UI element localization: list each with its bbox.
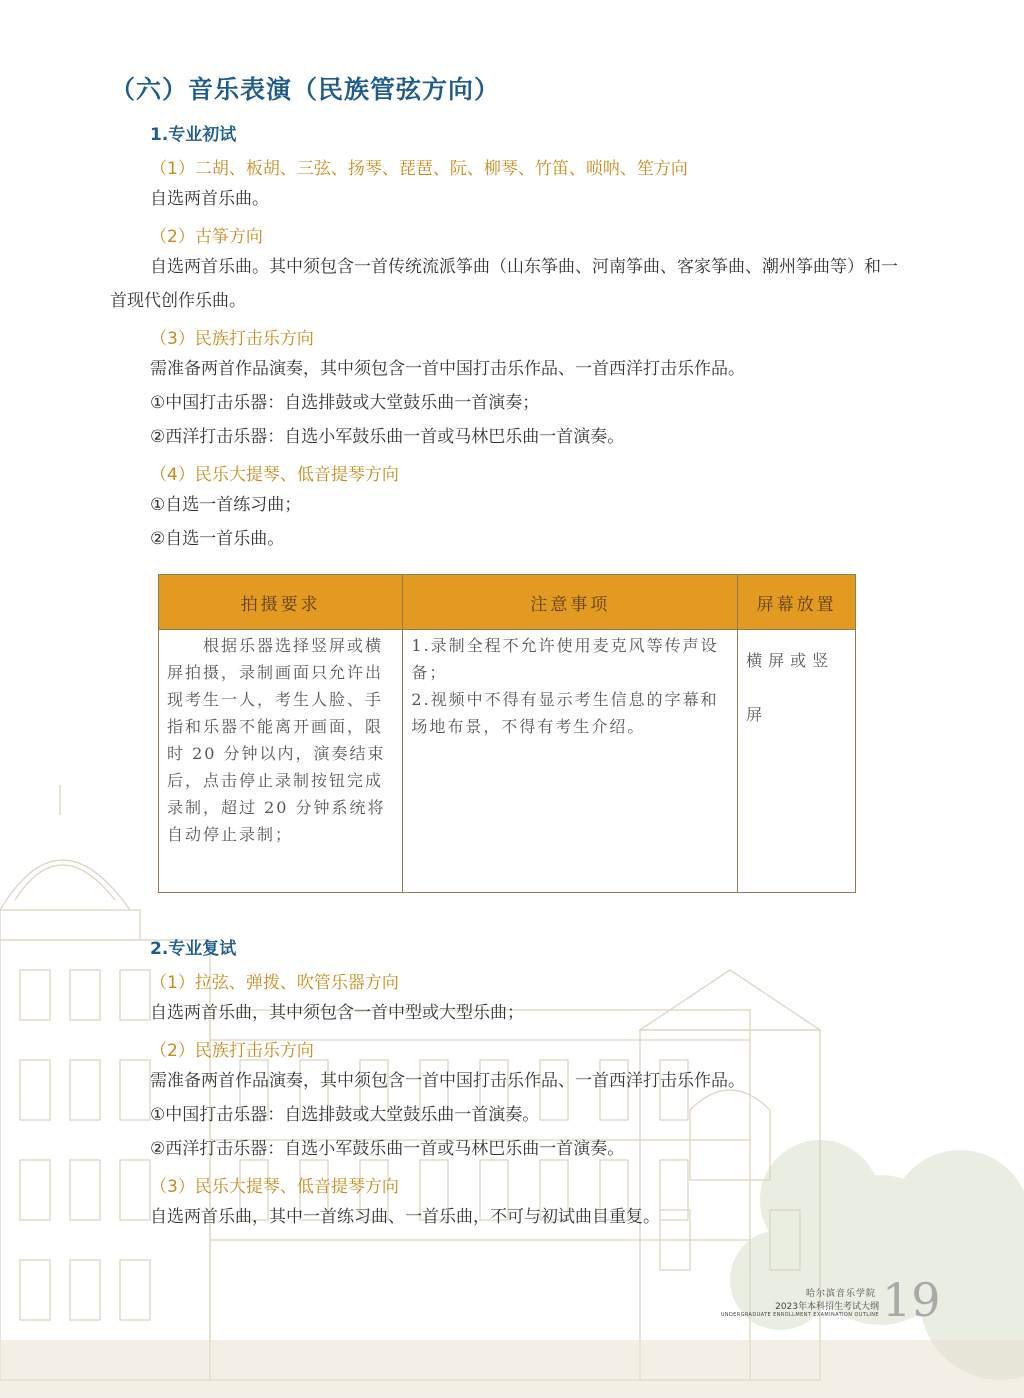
filming-requirements-text: 根据乐器选择竖屏或横屏拍摄，录制画面只允许出现考生一人，考生人脸、手指和乐器不能离开画面，限时 20 分钟以内，演奏结束后，点击停止录制按钮完成录制，超过 20 分钟系统将自动停止录制； xyxy=(167,636,386,844)
page-number: 19 xyxy=(882,1273,941,1327)
screen-orientation-text: 横屏或竖屏 xyxy=(746,651,835,724)
prelim-item3-line3: ②西洋打击乐器：自选小军鼓乐曲一首或马林巴乐曲一首演奏。 xyxy=(150,427,625,447)
prelim-item4-line1: ①自选一首练习曲； xyxy=(150,495,302,515)
prelim-item4-heading: （4）民乐大提琴、低音提琴方向 xyxy=(150,465,399,485)
retest-item3-text: 自选两首乐曲，其中一首练习曲、一首乐曲，不可与初试曲目重复。 xyxy=(150,1207,660,1227)
retest-item1-text: 自选两首乐曲，其中须包含一首中型或大型乐曲； xyxy=(150,1003,524,1023)
table-cell-screen xyxy=(738,630,856,893)
footer-english-title: UNDERGRADUATE ENROLLMENT EXAMINATION OUTLINE xyxy=(720,1312,879,1318)
retest-heading: 2.专业复试 xyxy=(150,939,237,959)
table-cell-notes xyxy=(403,630,738,893)
filming-requirements-table xyxy=(158,574,856,893)
prelim-heading: 1.专业初试 xyxy=(150,125,237,145)
section-title: （六）音乐表演（民族管弦方向） xyxy=(110,75,501,104)
table-header-row xyxy=(159,575,856,630)
prelim-item3-heading: （3）民族打击乐方向 xyxy=(150,329,314,349)
notes-text: 1.录制全程不允许使用麦克风等传声设备； 2.视频中不得有显示考生信息的字幕和场地布景，不得有考生介绍。 xyxy=(411,636,719,736)
table-cell-filming xyxy=(159,630,403,893)
prelim-item2-heading: （2）古筝方向 xyxy=(150,227,263,247)
retest-item2-line2: ①中国打击乐器：自选排鼓或大堂鼓乐曲一首演奏。 xyxy=(150,1105,540,1125)
table-header-notes: 注意事项 xyxy=(403,575,738,630)
retest-item1-heading: （1）拉弦、弹拨、吹管乐器方向 xyxy=(150,973,399,993)
prelim-item3-line2: ①中国打击乐器：自选排鼓或大堂鼓乐曲一首演奏； xyxy=(150,393,540,413)
prelim-item3-line1: 需准备两首作品演奏，其中须包含一首中国打击乐作品、一首西洋打击乐作品。 xyxy=(150,359,745,379)
retest-item2-heading: （2）民族打击乐方向 xyxy=(150,1041,314,1061)
prelim-item1-text: 自选两首乐曲。 xyxy=(150,189,269,209)
footer-outline-title: 2023年本科招生考试大纲 xyxy=(775,1302,879,1312)
retest-item3-heading: （3）民乐大提琴、低音提琴方向 xyxy=(150,1177,399,1197)
prelim-item1-heading: （1）二胡、板胡、三弦、扬琴、琵琶、阮、柳琴、竹笛、唢呐、笙方向 xyxy=(150,159,688,179)
retest-item2-line3: ②西洋打击乐器：自选小军鼓乐曲一首或马林巴乐曲一首演奏。 xyxy=(150,1139,625,1159)
prelim-item4-line2: ②自选一首乐曲。 xyxy=(150,529,285,549)
footer-school-name: 哈尔滨音乐学院 xyxy=(805,1289,876,1299)
retest-item2-line1: 需准备两首作品演奏，其中须包含一首中国打击乐作品、一首西洋打击乐作品。 xyxy=(150,1071,745,1091)
table-header-filming: 拍摄要求 xyxy=(159,575,403,630)
table-header-screen: 屏幕放置 xyxy=(738,575,856,630)
table-row xyxy=(159,630,856,893)
prelim-item2-text: 自选两首乐曲。其中须包含一首传统流派筝曲（山东筝曲、河南筝曲、客家筝曲、潮州筝曲等）和一首现代创作乐曲。 xyxy=(110,257,898,311)
